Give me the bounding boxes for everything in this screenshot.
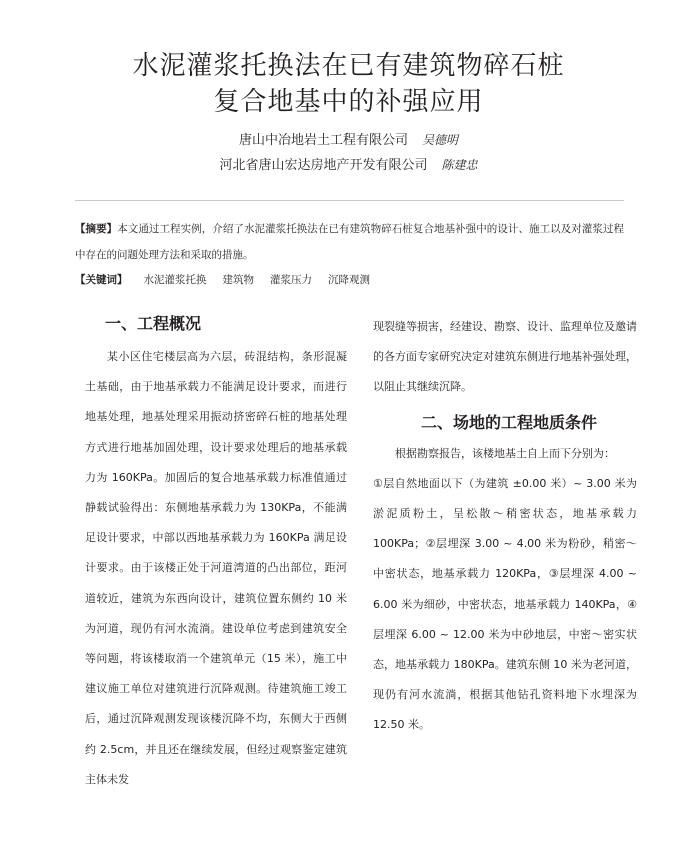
keyword-item: 水泥灌浆托换 <box>143 274 207 286</box>
right-column <box>373 312 637 741</box>
abstract-text: 本文通过工程实例，介绍了水泥灌浆托换法在已有建筑物碎石桩复合地基补强中的设计、施工以及对灌浆过程中存在的问题处理方法和采取的措施。 <box>75 223 625 261</box>
author-block <box>0 128 697 178</box>
keyword-item: 灌浆压力 <box>270 274 312 286</box>
section-2-intro: 根据勘察报告，该楼地基土自上而下分别为： <box>395 446 615 460</box>
keywords-tag: 【关键词】 <box>75 274 128 286</box>
title-line-2: 复合地基中的补强应用 <box>213 87 484 117</box>
author-line-1 <box>0 128 697 153</box>
section-2-heading: 二、场地的工程地质条件 <box>421 412 598 432</box>
keywords <box>75 270 624 290</box>
left-column <box>85 312 347 795</box>
section-1-paragraph: 某小区住宅楼层高为六层，砖混结构，条形混凝土基础，由于地基承载力不能满足设计要求，而进行地基处理，地基处理采用振动挤密碎石桩的地基处理方式进行地基加固处理，设计要求处理后的地基承载力为 160KPa。加固后的复合地基承载力标准值通过静载试验得出：东侧地基承载力为 130KPa，不能满足设计要求，中部以西地基承载力为 160KPa 满足设计要求。由于该楼正处于河道湾道的凸出部位，距河道较近，建筑为东西向设计，建筑位置东侧约 10 米为河道，现仍有河水流淌。建设单位考虑到建筑安全等问题，将该楼取消一个建筑单元（15 米），施工中建议施工单位对建筑进行沉降观测。待建筑施工竣工后，通过沉降观测发现该楼沉降不均，东侧大于西侧约 2.5cm，并且还在继续发展，但经过观察鉴定建筑主体未发 <box>85 350 347 786</box>
abstract <box>75 216 624 268</box>
author-line-2 <box>0 153 697 178</box>
header-divider <box>75 200 624 201</box>
abstract-tag: 【摘要】 <box>75 223 118 235</box>
section-1-heading: 一、工程概况 <box>105 314 202 333</box>
author-name-1: 吴德明 <box>422 133 459 147</box>
keyword-item: 建筑物 <box>222 274 254 286</box>
keyword-item: 沉降观测 <box>328 274 370 286</box>
author-org-1: 唐山中冶地岩土工程有限公司 <box>238 133 408 148</box>
section-1-continued: 现裂缝等损害，经建设、勘察、设计、监理单位及邀请的各方面专家研究决定对建筑东侧进行地基补强处理，以阻止其继续沉降。 <box>373 320 637 394</box>
author-org-2: 河北省唐山宏达房地产开发有限公司 <box>219 158 428 173</box>
author-name-2: 陈建忠 <box>441 158 478 172</box>
section-2-paragraph: ①层自然地面以下（为建筑 ±0.00 米）~ 3.00 米为淤泥质粉土，呈松散～稍密状态，地基承载力 100KPa；②层埋深 3.00 ~ 4.00 米为粉砂，稍密～中密状态，地基承载力 120KPa，③层埋深 4.00 ~ 6.00 米为细砂，中密状态，地基承载力 140KPa，④层埋深 6.00 ~ 12.00 米为中砂地层，中密～密实状态，地基承载力 180KPa。建筑东侧 10 米为老河道，现仍有河水流淌，根据其他钻孔资料地下水埋深为 12.50 米。 <box>373 476 637 732</box>
paper-title <box>0 48 697 120</box>
title-line-1: 水泥灌浆托换法在已有建筑物碎石桩 <box>132 51 565 81</box>
